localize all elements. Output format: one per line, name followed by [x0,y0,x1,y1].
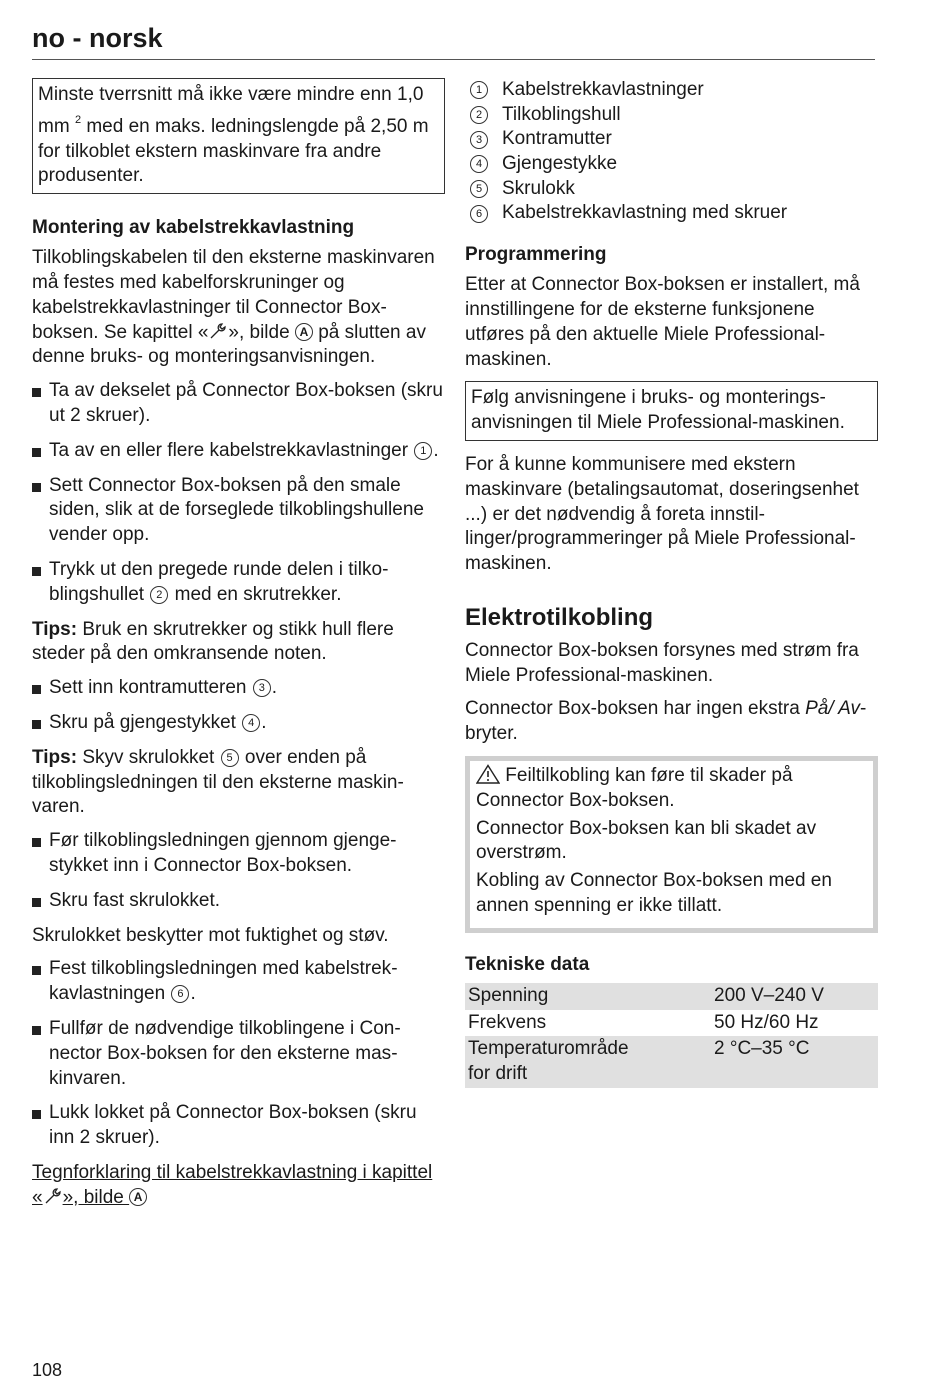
table-cell-label: Frekvens [468,1011,547,1033]
tip-paragraph [32,618,445,668]
list-item [32,558,445,608]
mounting-steps-4 [32,957,445,1151]
step-text: Ta av en eller flere kabelstrekkavlastninger [49,439,414,461]
intro-text: Tilkoblingskabelen til den eksterne maskinvaren må festes med kabelforskruninger og kabelstrekkavlastninger til Connector Box-boksen. Se kapittel « [32,247,435,343]
box-text: Minste tverrsnitt må ikke være mindre enn 1,0 mm [38,84,424,137]
legend-item [465,152,878,177]
tip-label: Tips: [32,618,78,640]
step-text: Skru på gjengestykket [49,711,242,733]
heading-technical-data: Tekniske data [465,953,590,975]
callout-number: 6 [470,205,488,223]
callout-number: 5 [221,749,239,767]
legend-list [465,78,878,226]
step-text: Sett inn kontramutteren [49,677,252,699]
list-item: Lukk lokket på Connector Box-boksen (skru inn 2 skruer). [32,1101,445,1151]
elec-text: -bryter. [465,698,867,745]
list-item [32,711,445,736]
table-cell-value: 50 Hz/60 Hz [714,1011,819,1033]
list-item: Skru fast skrulokket. [32,889,445,914]
heading-mounting: Montering av kabelstrekkavlastning [32,217,355,239]
legend-item [465,78,878,103]
warning-line: Connector Box-boksen kan bli skadet av overstrøm. [476,817,817,864]
legend-label: Kabelstrekkavlastning med skruer [502,202,788,224]
programming-paragraph-2: For å kunne kommunisere med ekstern maskinvare (betalingsautomat, doseringsenhet ...) er det nødvendig å foreta innstillinger/programmeringer på Miele Professional-maskinen. [465,453,859,575]
mounting-steps [32,379,445,607]
step-text: med en skrutrekker. [169,583,342,605]
step-text: . [271,677,278,699]
intro-text: », bilde [228,321,295,343]
step-text: Trykk ut den pregede runde delen i tilkoblingshullet [49,558,389,605]
warning-box [465,756,878,933]
intro-text: på slutten av denne bruks- og monteringsanvisningen. [32,321,426,368]
legend-label: Skrulokk [502,177,575,199]
step-text: Fest tilkoblingsledningen med kabelstrekkavlastningen [49,958,398,1005]
figure-a-badge: A [129,1188,147,1206]
step-text: . [433,439,439,461]
legend-item [465,127,878,152]
table-cell-label: Temperaturområde for drift [465,1036,711,1088]
intro-paragraph [32,246,445,370]
table-cell-value: 200 V–240 V [711,983,878,1010]
left-column [32,78,445,1219]
legend-reference-link[interactable] [32,1161,445,1211]
table-row [465,1010,878,1037]
callout-number: 5 [470,180,488,198]
table-row [465,983,878,1010]
table-cell-value: 2 °C–35 °C [711,1036,878,1088]
right-column [465,78,878,1088]
box-text-cont: med en maks. ledningslengde på 2,50 m for tilkoblet ekstern maskinvare fra andre produsenter. [38,115,429,187]
legend-label: Tilkoblingshull [502,103,621,125]
programming-note-box: Følg anvisningene i bruks- og monteringsanvisningen til Miele Professional-maskinen. [465,381,878,441]
page-title: no - norsk [32,23,163,53]
legend-item [465,103,878,128]
technical-data-table [465,983,878,1088]
switch-term: På/ Av [805,698,861,720]
callout-number: 2 [470,106,488,124]
programming-paragraph: Etter at Connector Box-boksen er installert, må innstillingene for de eksterne funksjonene utføres på den aktuelle Miele Professional-maskinen. [465,274,860,370]
warning-line: Kobling av Connector Box-boksen med en annen spenning er ikke tillatt. [476,870,832,917]
list-item: Fullfør de nødvendige tilkoblingene i Connector Box-boksen for den eksterne maskinvaren. [32,1017,445,1091]
legend-item [465,177,878,202]
wrench-icon [208,322,228,340]
legend-item [465,201,878,226]
step-text: . [190,983,196,1005]
legend-label: Gjengestykke [502,153,618,175]
list-item: Ta av dekselet på Connector Box-boksen (skru ut 2 skruer). [32,379,445,429]
mounting-steps-3 [32,829,445,913]
elec-text: Connector Box-boksen har ingen ekstra [465,698,806,720]
figure-a-badge: A [295,323,313,341]
tip-text: Skyv skrulokket [77,746,220,768]
heading-electrical: Elektrotilkobling [465,603,654,631]
link-text: », bilde [62,1186,130,1208]
list-item: Før tilkoblingsledningen gjennom gjengestykket inn i Connector Box-boksen. [32,829,445,879]
table-row [465,1036,878,1088]
callout-number: 1 [414,442,432,460]
callout-number: 4 [242,714,260,732]
legend-label: Kontramutter [502,128,612,150]
link-text: Tegnforklaring til kabelstrekkavlastning i kapittel « [32,1161,433,1208]
callout-number: 1 [470,81,488,99]
tip-text: Bruk en skrutrekker og stikk hull flere steder på den omkransende noten. [32,618,394,665]
callout-number: 3 [253,679,271,697]
page-number: 108 [32,1360,63,1380]
warning-icon [476,764,500,784]
tip-text: over enden på tilkoblingsledningen til den eksterne maskinvaren. [32,746,404,818]
callout-number: 6 [171,985,189,1003]
callout-number: 4 [470,155,488,173]
list-item [32,439,445,464]
callout-number: 2 [150,586,168,604]
tip-label: Tips: [32,746,78,768]
heading-programming: Programmering [465,244,607,266]
electrical-paragraph-2 [465,697,878,747]
warning-text: Feiltilkobling kan føre til skader på Connector Box-boksen. [476,765,793,811]
page-header [32,20,875,60]
tip-paragraph [32,746,445,820]
table-cell-label: Spenning [465,983,711,1010]
warning-line [476,764,863,814]
mounting-steps-2 [32,676,445,736]
superscript: 2 [74,113,82,126]
cross-section-note-box [32,78,445,194]
protect-paragraph: Skrulokket beskytter mot fuktighet og støv. [32,924,389,946]
legend-label: Kabelstrekkavlastninger [502,78,704,100]
list-item: Sett Connector Box-boksen på den smale siden, slik at de forseglede tilkoblingshullene vender opp. [32,474,445,548]
list-item [32,676,445,701]
step-text: . [261,711,267,733]
electrical-paragraph-1: Connector Box-boksen forsynes med strøm fra Miele Professional-maskinen. [465,639,859,686]
callout-number: 3 [470,131,488,149]
wrench-icon [43,1187,63,1205]
list-item [32,957,445,1007]
